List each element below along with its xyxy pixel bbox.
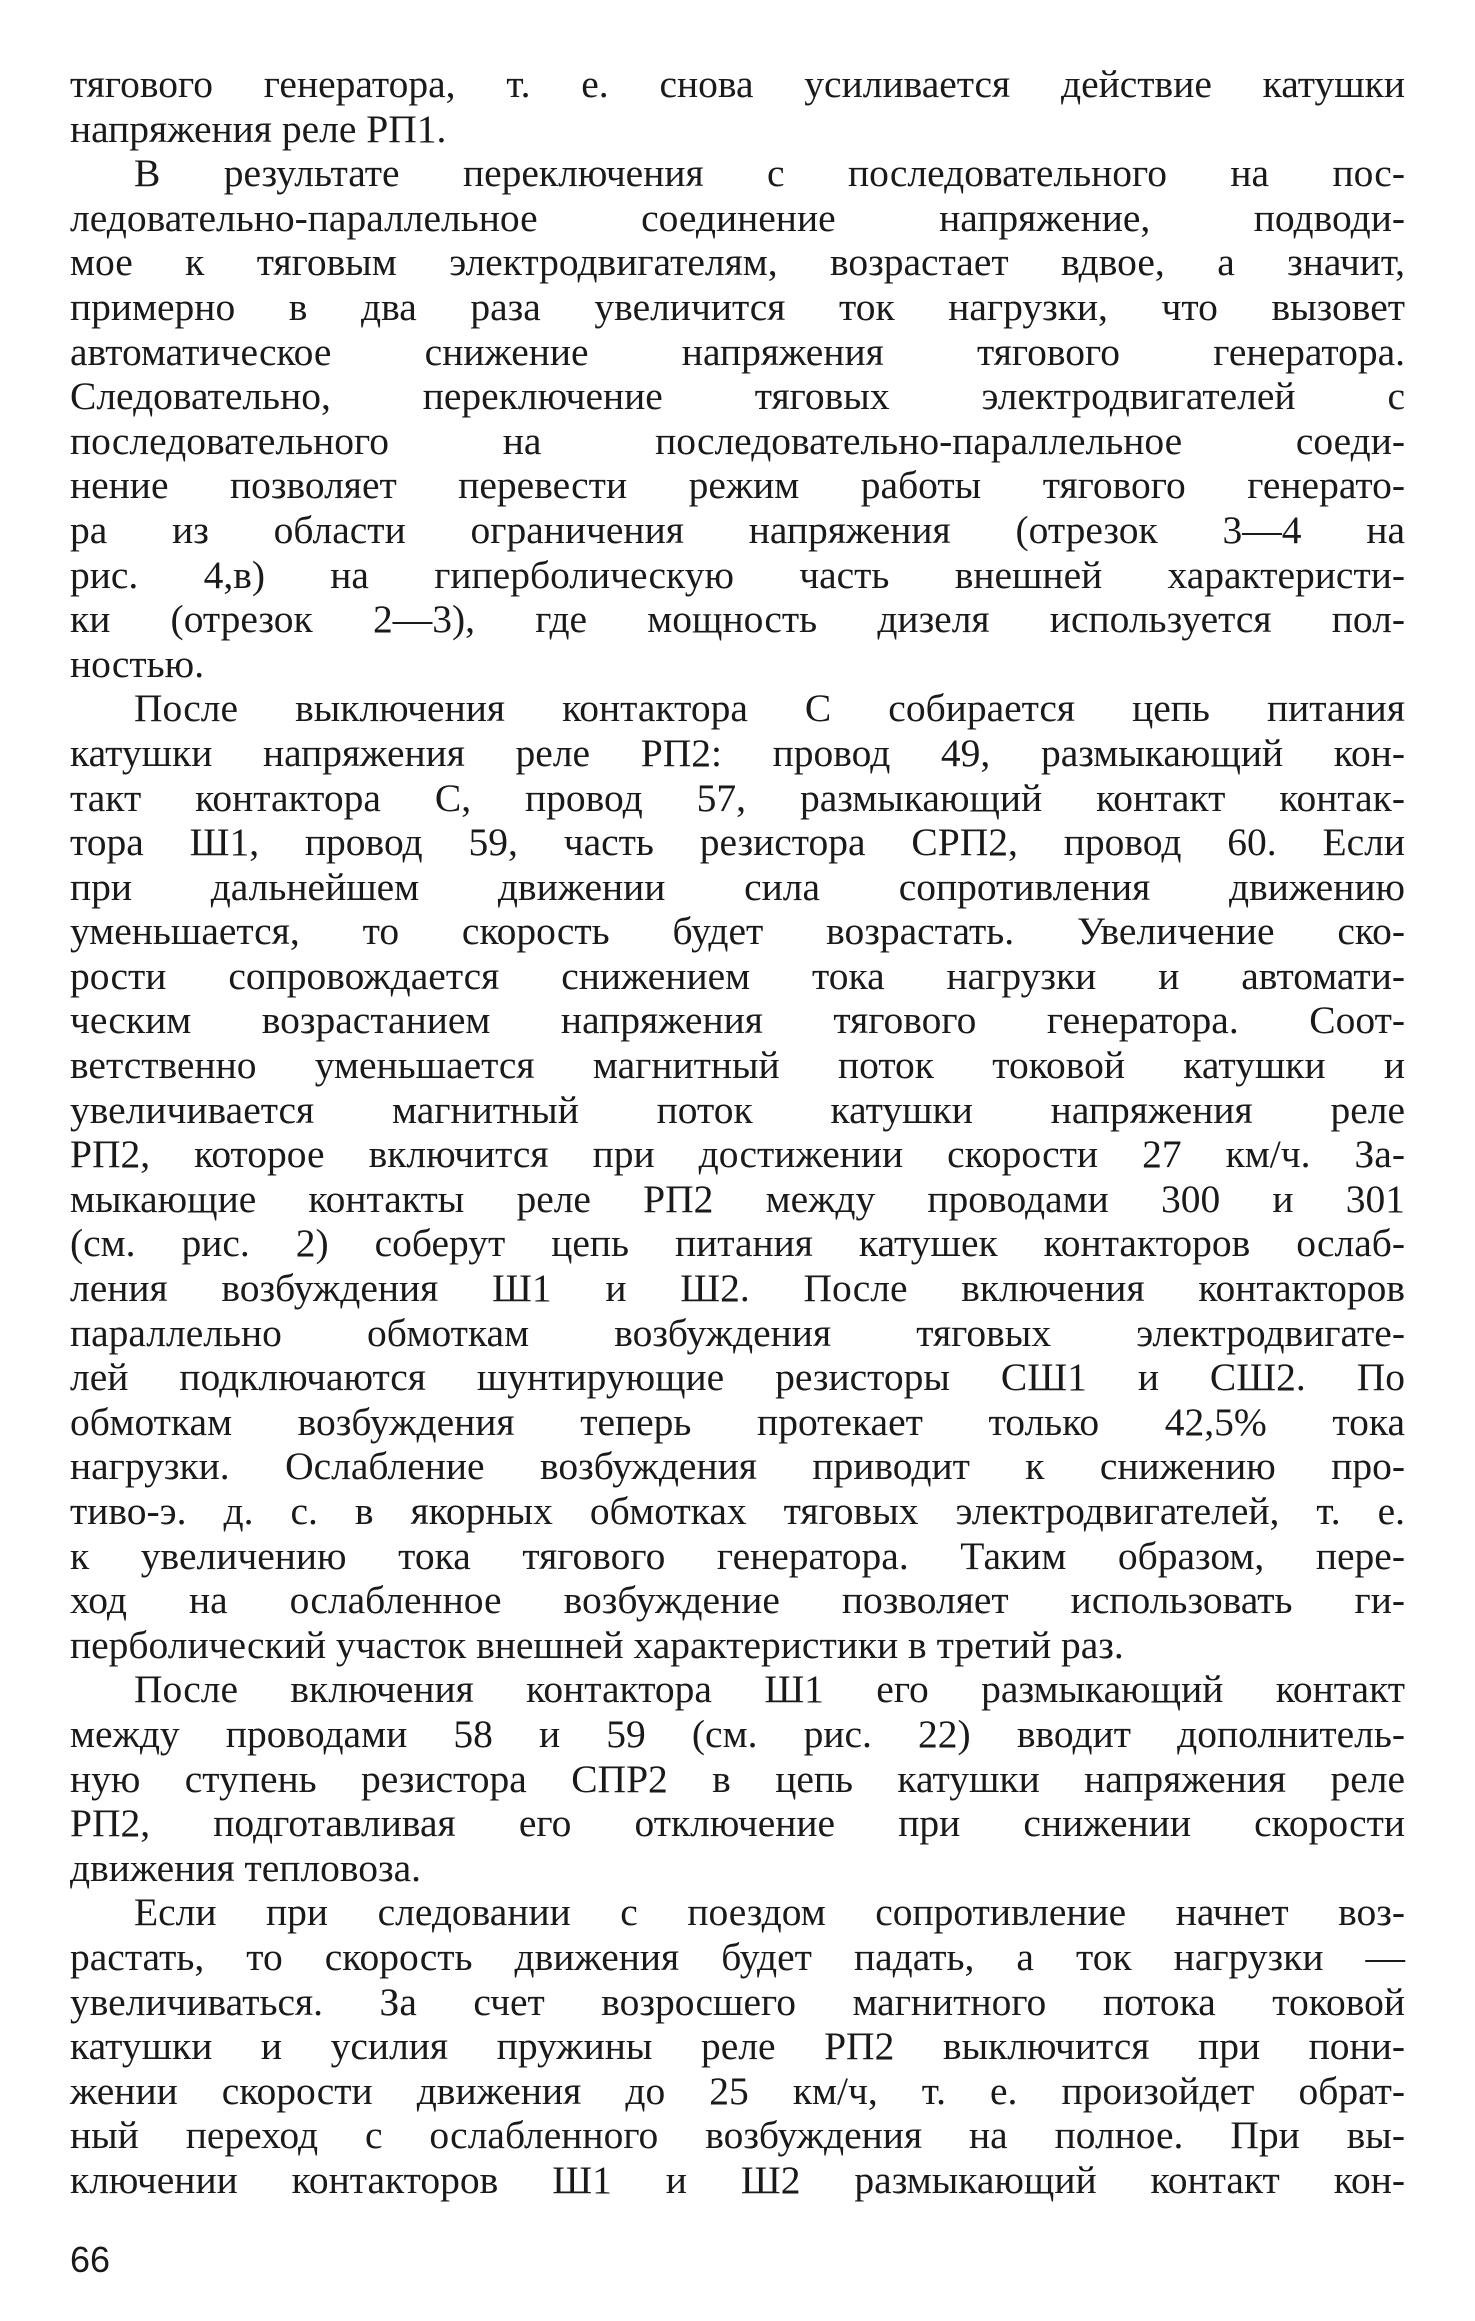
text-line: РП2, которое включится при достижении скорости 27 км/ч. За- xyxy=(70,1132,1405,1177)
text-line: автоматическое снижение напряжения тягового генератора. xyxy=(70,329,1405,374)
paragraph xyxy=(70,686,1405,1667)
text-line: ный переход с ослабленного возбуждения на полное. При вы- xyxy=(70,2113,1405,2158)
text-line: жении скорости движения до 25 км/ч, т. е. произойдет обрат- xyxy=(70,2068,1405,2113)
text-line: ки (отрезок 2—3), где мощность дизеля используется пол- xyxy=(70,597,1405,642)
paragraph xyxy=(70,1667,1405,1890)
text-line: обмоткам возбуждения теперь протекает только 42,5% тока xyxy=(70,1399,1405,1444)
text-line: последовательного на последовательно-параллельное соеди- xyxy=(70,418,1405,463)
text-line: ческим возрастанием напряжения тягового генератора. Соот- xyxy=(70,998,1405,1043)
text-line: После включения контактора Ш1 его размыкающий контакт xyxy=(134,1667,1405,1712)
text-line: растать, то скорость движения будет падать, а ток нагрузки — xyxy=(70,1934,1405,1979)
text-line: при дальнейшем движении сила сопротивления движению xyxy=(70,864,1405,909)
text-line: уменьшается, то скорость будет возрастать. Увеличение ско- xyxy=(70,909,1405,954)
text-line: катушки напряжения реле РП2: провод 49, размыкающий кон- xyxy=(70,730,1405,775)
paragraph xyxy=(70,151,1405,686)
text-line: напряжения реле РП1. xyxy=(70,106,447,151)
text-line: ную ступень резистора СПР2 в цепь катушки напряжения реле xyxy=(70,1756,1405,1801)
text-line: ход на ослабленное возбуждение позволяет использовать ги- xyxy=(70,1578,1405,1623)
text-line: ключении контакторов Ш1 и Ш2 размыкающий контакт кон- xyxy=(70,2157,1405,2202)
text-line: ра из области ограничения напряжения (отрезок 3—4 на xyxy=(70,507,1405,552)
page-body xyxy=(70,62,1405,2203)
text-line: к увеличению тока тягового генератора. Таким образом, пере- xyxy=(70,1533,1405,1578)
text-line: После выключения контактора С собирается цепь питания xyxy=(134,686,1405,731)
page-number: 66 xyxy=(70,2239,111,2280)
text-line: (см. рис. 2) соберут цепь питания катушек контакторов ослаб- xyxy=(70,1221,1405,1266)
text-line: примерно в два раза увеличится ток нагрузки, что вызовет xyxy=(70,284,1405,329)
text-line: лей подключаются шунтирующие резисторы СШ1 и СШ2. По xyxy=(70,1355,1405,1400)
text-line: перболический участок внешней характеристики в третий раз. xyxy=(70,1622,1124,1667)
text-line: увеличиваться. За счет возросшего магнитного потока токовой xyxy=(70,1979,1405,2024)
text-line: Следовательно, переключение тяговых электродвигателей с xyxy=(70,374,1405,419)
paragraph-continuation xyxy=(70,62,1405,151)
text-line: увеличивается магнитный поток катушки напряжения реле xyxy=(70,1087,1405,1132)
paragraph xyxy=(70,1890,1405,2202)
text-line: Если при следовании с поездом сопротивление начнет воз- xyxy=(134,1890,1405,1935)
text-line: тора Ш1, провод 59, часть резистора СРП2, провод 60. Если xyxy=(70,820,1405,865)
text-line: мое к тяговым электродвигателям, возрастает вдвое, а значит, xyxy=(70,240,1405,285)
text-line: В результате переключения с последовательного на пос- xyxy=(134,151,1405,196)
text-line: тягового генератора, т. е. снова усиливается действие катушки xyxy=(70,62,1405,106)
text-line: ледовательно-параллельное соединение напряжение, подводи- xyxy=(70,195,1405,240)
text-line: между проводами 58 и 59 (см. рис. 22) вводит дополнитель- xyxy=(70,1711,1405,1756)
text-line: движения тепловоза. xyxy=(70,1845,422,1890)
text-line: ветственно уменьшается магнитный поток токовой катушки и xyxy=(70,1043,1405,1088)
text-line: рости сопровождается снижением тока нагрузки и автомати- xyxy=(70,953,1405,998)
text-line: нагрузки. Ослабление возбуждения приводит к снижению про- xyxy=(70,1444,1405,1489)
text-line: тиво-э. д. с. в якорных обмотках тяговых электродвигателей, т. е. xyxy=(70,1489,1405,1533)
text-line: катушки и усилия пружины реле РП2 выключится при пони- xyxy=(70,2024,1405,2069)
text-line: мыкающие контакты реле РП2 между проводами 300 и 301 xyxy=(70,1176,1405,1221)
text-line: РП2, подготавливая его отключение при снижении скорости xyxy=(70,1801,1405,1846)
text-line: нение позволяет перевести режим работы тягового генерато- xyxy=(70,463,1405,508)
text-line: ностью. xyxy=(70,641,205,686)
text-line: параллельно обмоткам возбуждения тяговых электродвигате- xyxy=(70,1310,1405,1355)
text-line: такт контактора С, провод 57, размыкающий контакт контак- xyxy=(70,775,1405,820)
text-line: рис. 4,в) на гиперболическую часть внешней характеристи- xyxy=(70,552,1405,597)
text-line: ления возбуждения Ш1 и Ш2. После включения контакторов xyxy=(70,1266,1405,1311)
